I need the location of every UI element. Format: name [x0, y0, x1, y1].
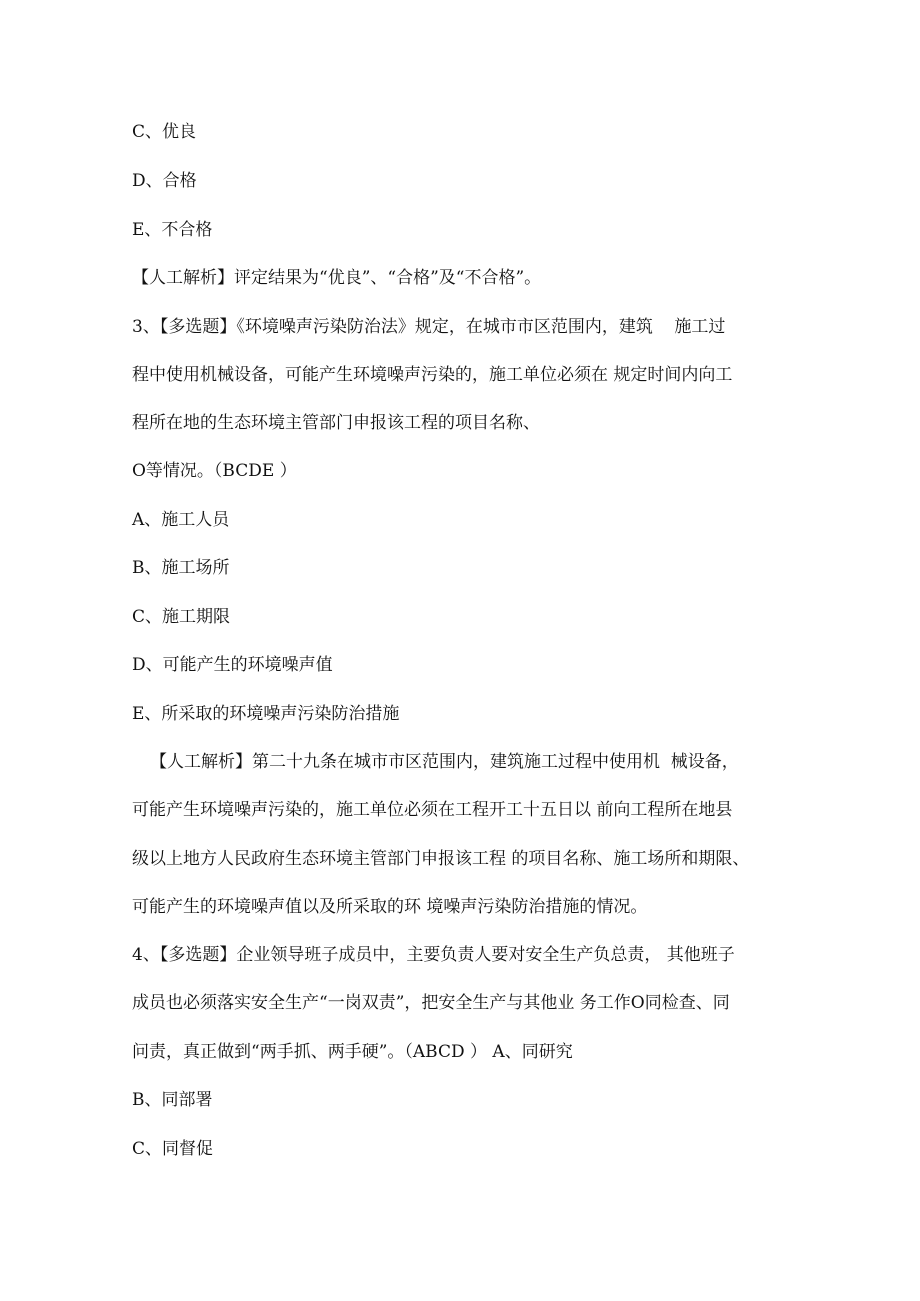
q3-analysis-line-4: 可能产生的环境噪声值以及所采取的环 境噪声污染防治措施的情况。	[132, 897, 648, 917]
q3-stem-line-3: 程所在地的生态环境主管部门申报该工程的项目名称、	[132, 413, 540, 433]
q3-option-a: A、施工人员	[132, 510, 230, 530]
q4-stem-line-3: 问责，真正做到“两手抓、两手硬”。（ABCD ） A、同研究	[132, 1042, 573, 1062]
q3-stem-line-2: 程中使用机械设备，可能产生环境噪声污染的，施工单位必须在 规定时间内向工	[132, 365, 733, 385]
q3-option-e: E、所采取的环境噪声污染防治措施	[132, 704, 400, 724]
q3-analysis-line-2: 可能产生环境噪声污染的，施工单位必须在工程开工十五日以 前向工程所在地县	[132, 800, 733, 820]
q3-analysis-line-3: 级以上地方人民政府生态环境主管部门申报该工程 的项目名称、施工场所和期限、	[132, 849, 750, 869]
q3-option-b: B、施工场所	[132, 558, 230, 578]
q4-option-c: C、同督促	[132, 1139, 214, 1159]
q4-stem-line-2: 成员也必须落实安全生产“一岗双责”，把安全生产与其他业 务工作O同检查、同	[132, 993, 730, 1013]
q4-stem-line-1: 4、【多选题】企业领导班子成员中，主要负责人要对安全生产负总责， 其他班子	[132, 945, 735, 965]
q4-option-b: B、同部署	[132, 1090, 213, 1110]
q3-stem-line-4: O等情况。（BCDE ）	[132, 461, 297, 481]
q3-option-d: D、可能产生的环境噪声值	[132, 655, 333, 675]
q3-stem-line-1: 3、【多选题】《环境噪声污染防治法》规定，在城市市区范围内，建筑 施工过	[132, 317, 726, 337]
q2-option-d: D、合格	[132, 171, 197, 191]
q3-option-c: C、施工期限	[132, 607, 231, 627]
q2-option-c: C、优良	[132, 122, 197, 142]
q2-option-e: E、不合格	[132, 220, 213, 240]
q2-analysis: 【人工解析】评定结果为“优良”、“合格”及“不合格”。	[132, 268, 542, 288]
q3-analysis-line-1: 【人工解析】第二十九条在城市市区范围内，建筑施工过程中使用机 械设备，	[150, 752, 739, 772]
